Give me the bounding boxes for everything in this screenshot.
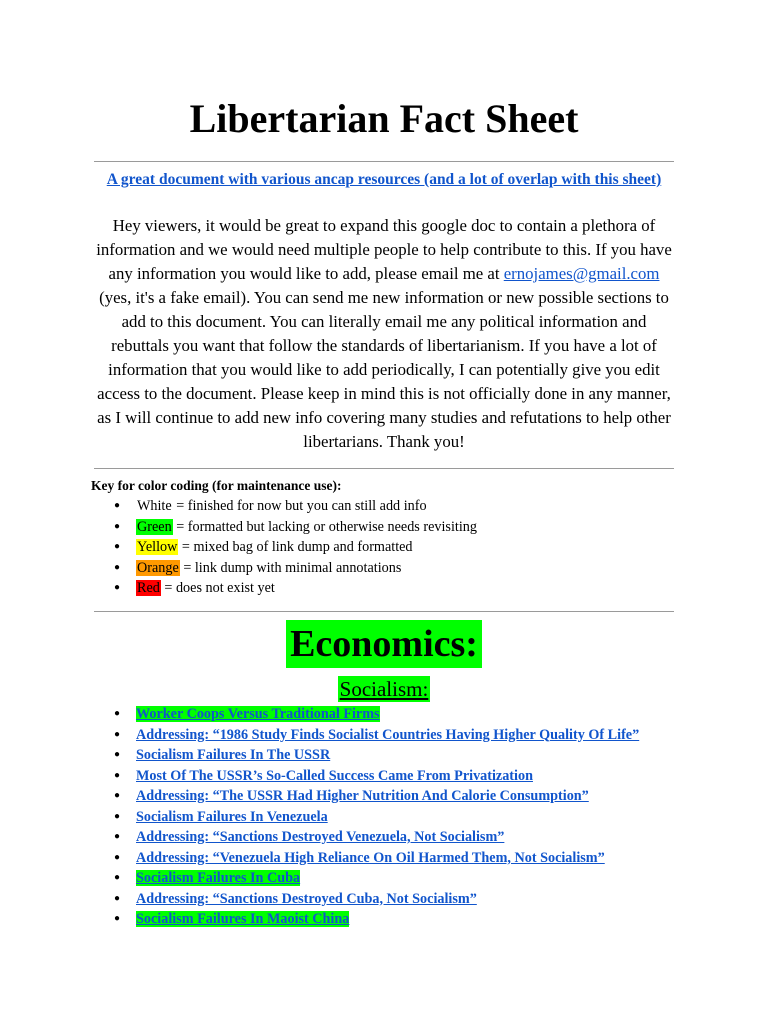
color-key-item [0, 537, 477, 558]
bullet-icon: ● [114, 872, 121, 883]
page-title: Libertarian Fact Sheet [189, 96, 579, 141]
color-key-heading: Key for color coding (for maintenance use): [91, 478, 342, 493]
bullet-icon: ● [114, 728, 121, 740]
color-key-text: = link dump with minimal annotations [179, 559, 402, 576]
topic-link[interactable]: Most Of The USSR’s So-Called Success Came From Privatization [136, 767, 533, 784]
list-item [0, 909, 639, 930]
divider [94, 468, 674, 469]
list-item [0, 868, 639, 889]
bullet-icon: ● [114, 582, 121, 593]
bullet-icon: ● [114, 790, 121, 801]
topic-link[interactable]: Addressing: “Sanctions Destroyed Cuba, Not Socialism” [136, 890, 477, 907]
intro-text-start: Hey viewers, it would be great to expand this google doc to contain a plethora of information and we would need multiple people to help contribute to this. If you have any information you would like to add, please email me at [96, 216, 672, 283]
list-item [0, 827, 639, 848]
intro-paragraph [94, 214, 674, 454]
color-key-list [0, 496, 477, 599]
topic-link[interactable]: Worker Coops Versus Traditional Firms [136, 706, 380, 722]
list-item [0, 848, 639, 869]
color-key-label: White [137, 498, 172, 514]
color-key-item [0, 517, 477, 538]
email-link[interactable]: ernojames@gmail.com [503, 264, 660, 283]
bullet-icon: ● [114, 561, 121, 573]
topic-link[interactable]: Socialism Failures In Cuba [136, 870, 301, 886]
list-item [0, 786, 639, 807]
topic-link[interactable]: Addressing: “Venezuela High Reliance On Oil Harmed Them, Not Socialism” [136, 849, 605, 866]
color-key-text: = formatted but lacking or otherwise needs revisiting [172, 518, 477, 535]
economics-heading: Economics: [286, 620, 482, 668]
color-key-label: Green [137, 518, 172, 535]
bullet-icon: ● [114, 749, 121, 760]
bullet-icon: ● [114, 520, 121, 532]
bullet-icon: ● [114, 810, 121, 822]
divider [94, 611, 674, 612]
list-item [0, 807, 639, 828]
bullet-icon: ● [114, 851, 121, 863]
color-key-item [0, 496, 477, 517]
economics-heading-row [0, 620, 768, 668]
topic-link[interactable]: Socialism Failures In The USSR [136, 747, 331, 763]
topic-link[interactable]: Addressing: “The USSR Had Higher Nutrition And Calorie Consumption” [136, 788, 589, 804]
list-item [0, 704, 639, 725]
color-key-item [0, 578, 477, 599]
socialism-subheading-row [0, 676, 768, 702]
list-item [0, 889, 639, 910]
color-key-label: Yellow [137, 539, 178, 555]
topic-link[interactable]: Socialism Failures In Maoist China [136, 911, 350, 927]
list-item [0, 725, 639, 746]
color-key-text: = finished for now but you can still add info [172, 498, 427, 514]
topic-link[interactable]: Socialism Failures In Venezuela [136, 808, 328, 825]
intro-text-end: (yes, it's a fake email). You can send me new information or new possible sections to add to this document. You can literally email me any political information and rebuttals you want that follow the standards of libertarianism. If you have a lot of information that you would like to add periodically, I can potentially give you edit access to the document. Please keep in mind this is not officially done in any manner, as I will continue to add new info covering many studies and refutations to help other libertarians. Thank you! [97, 288, 671, 451]
list-item [0, 766, 639, 787]
color-key-label: Orange [137, 559, 179, 576]
bullet-icon: ● [114, 769, 121, 781]
socialism-subheading[interactable]: Socialism: [339, 677, 429, 701]
ancap-resources-link[interactable]: A great document with various ancap resources (and a lot of overlap with this sheet) [106, 171, 662, 188]
topic-link[interactable]: Addressing: “1986 Study Finds Socialist Countries Having Higher Quality Of Life” [136, 726, 640, 743]
bullet-icon: ● [114, 541, 121, 552]
bullet-icon: ● [114, 913, 121, 924]
topic-link[interactable]: Addressing: “Sanctions Destroyed Venezuela, Not Socialism” [136, 829, 505, 845]
bullet-icon: ● [114, 500, 121, 511]
color-key-text: = does not exist yet [160, 580, 275, 596]
color-key-text: = mixed bag of link dump and formatted [178, 539, 413, 555]
divider [94, 161, 674, 162]
color-key-label: Red [137, 580, 160, 596]
color-key-item [0, 558, 477, 579]
list-item [0, 745, 639, 766]
bullet-icon: ● [114, 831, 121, 842]
bullet-icon: ● [114, 708, 121, 719]
socialism-topic-list [0, 704, 639, 930]
bullet-icon: ● [114, 892, 121, 904]
